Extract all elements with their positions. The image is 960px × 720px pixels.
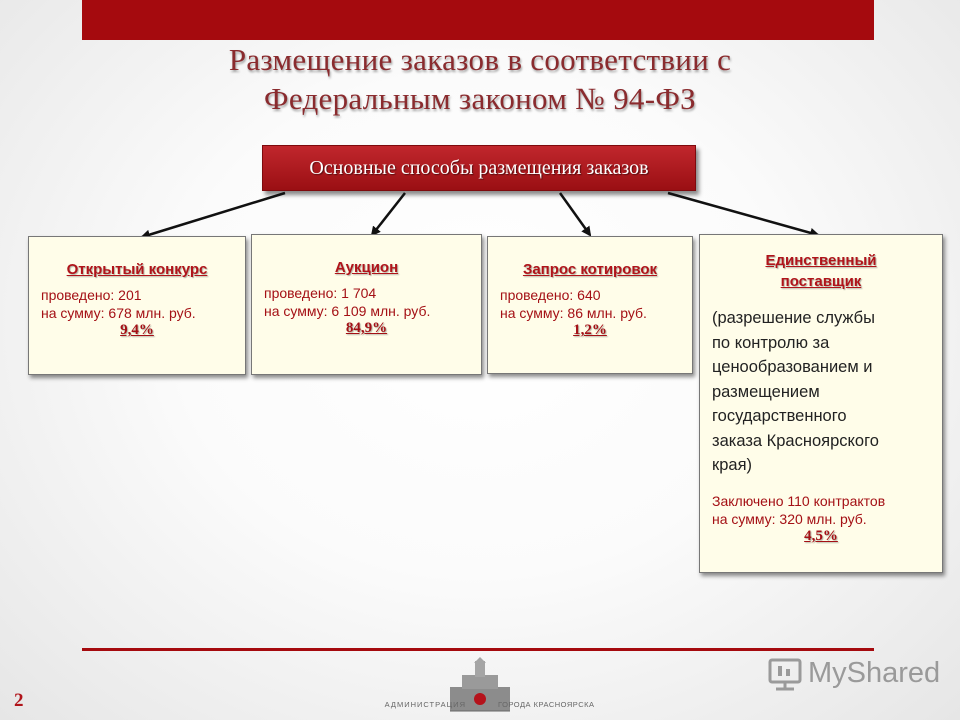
footer-right-label: ГОРОДА КРАСНОЯРСКА (498, 700, 595, 709)
card-percent: 1,2% (573, 322, 607, 338)
title-line-1: Размещение заказов в соответствии с (228, 42, 732, 77)
method-card-auction (251, 234, 482, 375)
root-node: Основные способы размещения заказов (262, 145, 696, 191)
desc-line: государственного (712, 407, 847, 425)
card-title: Аукцион (334, 259, 399, 276)
page-number: 2 (14, 690, 24, 711)
footer-left-label: АДМИНИСТРАЦИЯ (384, 700, 466, 709)
desc-line: по контролю за (712, 333, 830, 352)
desc-line: (разрешение службы (712, 309, 875, 327)
card-percent: 9,4% (120, 322, 154, 338)
watermark-label: MyShared (808, 657, 941, 689)
arrow-to-quotation (560, 193, 590, 235)
card-title (700, 250, 942, 292)
desc-line: заказа Красноярского (712, 431, 879, 450)
card-count: проведено: 201 (41, 287, 142, 303)
card-title: Открытый конкурс (66, 261, 208, 278)
arrow-to-auction (372, 193, 405, 235)
method-card-open-tender (28, 236, 246, 375)
card-percent: 84,9% (345, 320, 388, 336)
card-title-line-1: Единственный (765, 252, 877, 269)
method-card-single-supplier (699, 234, 943, 573)
bottom-accent-line (82, 648, 874, 651)
card-description (712, 306, 942, 478)
card-count: Заключено 110 контрактов (712, 492, 886, 509)
card-title-line-2: поставщик (780, 273, 862, 290)
card-count: проведено: 1 704 (264, 285, 377, 301)
desc-line: ценообразованием и (712, 358, 873, 376)
method-card-quotation (487, 236, 693, 374)
arrow-to-open-tender (142, 193, 285, 237)
card-sum: на сумму: 6 109 млн. руб. (264, 303, 431, 319)
title-line-2: Федеральным законом № 94-ФЗ (264, 81, 696, 116)
desc-line: размещением (712, 382, 820, 401)
card-sum: на сумму: 86 млн. руб. (500, 305, 647, 321)
card-title: Запрос котировок (522, 261, 658, 278)
card-sum: на сумму: 678 млн. руб. (41, 305, 196, 321)
arrow-to-single-supplier (668, 193, 818, 235)
presentation-screen-icon (766, 652, 806, 692)
card-percent: 4,5% (804, 527, 838, 544)
desc-line: края) (712, 456, 753, 474)
card-count: проведено: 640 (500, 287, 601, 303)
card-sum: на сумму: 320 млн. руб. (712, 510, 867, 527)
